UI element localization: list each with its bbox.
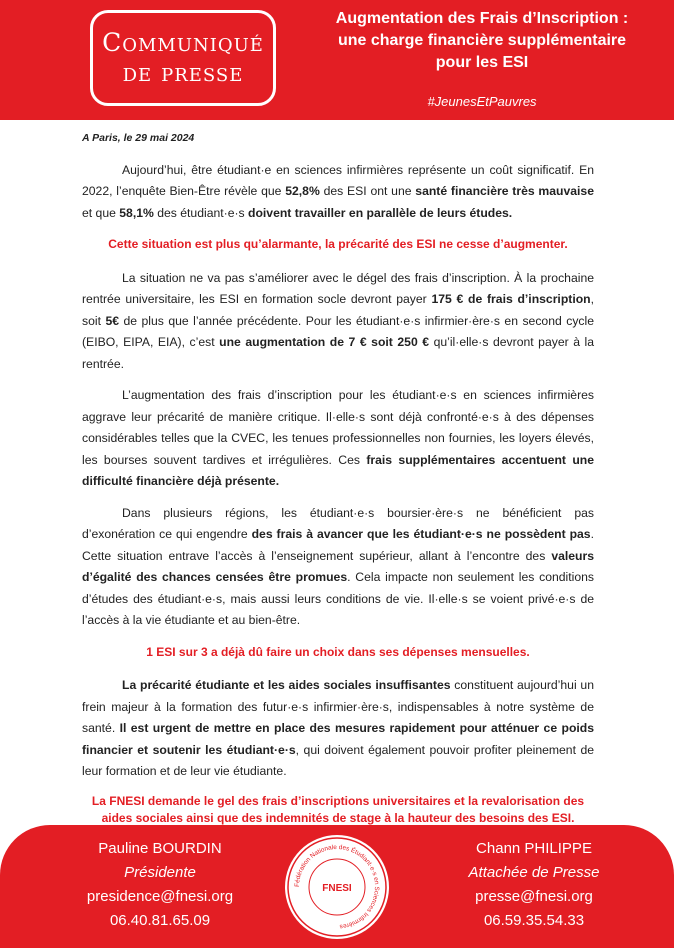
paragraph-2 [82, 268, 594, 376]
document-body [82, 124, 594, 827]
p4-bold-b: des frais à avancer que les étudiant·e·s ne possèdent pas [251, 527, 591, 541]
p1-text-c: des ESI ont une [319, 184, 416, 198]
fnesi-seal-icon [285, 835, 389, 939]
contact-name: Chann PHILIPPE [476, 840, 592, 857]
contact-email[interactable]: presidence@fnesi.org [86, 888, 234, 905]
p5-bold-c: Il est urgent de mettre en place des mesures rapidement pour atténuer ce poids financier et soutenir les étudiant·e·s [82, 721, 594, 757]
fnesi-demand: La FNESI demande le gel des frais d’inscriptions universitaires et la revalorisation des aides sociales ainsi que des indemnités de stage à la hauteur des besoins des ESI. [91, 793, 585, 825]
p2-text-e: de plus que l’année précédente. Pour les étudiant·e·s infirmier·ère·s en second cycle (EIBO, EIPA, EIA), c’est [82, 313, 594, 349]
title-line-1: Augmentation des Frais d’Inscription : [335, 10, 629, 27]
p4-bold-d: valeurs d’égalité des chances censées être promues [82, 548, 594, 584]
hashtag: #JeunesEtPauvres [427, 94, 537, 109]
paragraph-4 [82, 503, 594, 632]
p1-bold-d: santé financière très mauvaise [415, 184, 594, 198]
p2-bold-d: 5€ [105, 313, 119, 328]
p2-bold-f: une augmentation de 7 € soit 250 € [219, 335, 430, 349]
p1-stat-f: 58,1% [119, 205, 154, 220]
highlight-statement-1: Cette situation est plus qu’alarmante, la précarité des ESI ne cesse d’augmenter. [108, 237, 568, 251]
press-release-logo [90, 10, 276, 106]
p4-text-c: . Cette situation entrave l’accès à l’enseignement supérieur, allant à l’encontre des [82, 527, 594, 563]
p1-text-e: et que [82, 205, 120, 220]
p5-text-b: constituent aujourd’hui un frein majeur à la formation des futur·e·s infirmier·ère·s, indispensables à notre système de santé. [82, 678, 594, 735]
dateline: A Paris, le 29 mai 2024 [82, 132, 195, 144]
seal-center-text: FNESI [322, 883, 352, 894]
p1-stat-a: 52,8% [285, 184, 320, 198]
p1-text-a: Aujourd’hui, être étudiant·e en sciences infirmières représente un coût significatif. En 2022, l’enquête Bien-Être révèle que [82, 162, 594, 198]
page-title [290, 8, 674, 74]
p2-text-g: qu’il·elle·s devront payer à la rentrée. [82, 335, 595, 371]
p5-text-d: , qui doivent également pouvoir profiter pleinement de leur formation et de leur vie étudiante. [82, 742, 595, 778]
highlight-statement-2: 1 ESI sur 3 a déjà dû faire un choix dans ses dépenses mensuelles. [146, 644, 530, 659]
p2-text-a: La situation ne va pas s’améliorer avec le dégel des frais d’inscription. À la prochaine rentrée universitaire, les ESI en formation socle devront payer [82, 270, 594, 306]
contact-phone[interactable]: 06.40.81.65.09 [109, 912, 211, 929]
footer-contacts [0, 825, 674, 948]
header-banner [0, 0, 674, 120]
contact-email[interactable]: presse@fnesi.org [475, 888, 593, 905]
paragraph-1 [82, 160, 594, 225]
p2-text-c: , soit [82, 292, 594, 328]
contact-name: Pauline BOURDIN [98, 840, 222, 857]
contact-phone[interactable]: 06.59.35.54.33 [483, 912, 585, 929]
p1-text-g: des étudiant·e·s [153, 205, 249, 220]
title-line-3: pour les ESI [435, 54, 529, 71]
fnesi-seal-logo [285, 835, 389, 939]
p4-text-a: Dans plusieurs régions, les étudiant·e·s boursier·ère·s ne bénéficient pas d’exonération ce qui engendre [82, 505, 594, 541]
contact-role: Attachée de Presse [468, 864, 600, 881]
p1-bold-h: doivent travailler en parallèle de leurs études. [248, 205, 513, 220]
p5-bold-a: La précarité étudiante et les aides sociales insuffisantes [122, 678, 451, 692]
title-line-2: une charge financière supplémentaire [337, 32, 627, 49]
logo-line-1: Communiqué [102, 28, 264, 57]
p3-bold-b: frais supplémentaires accentuent une difficulté financière déjà présente. [82, 452, 594, 488]
paragraph-3 [82, 385, 594, 493]
logo-line-2: de presse [122, 58, 244, 87]
p2-bold-b: 175 € de frais d’inscription [431, 292, 591, 306]
contact-press-attache [424, 837, 644, 933]
contact-role: Présidente [124, 864, 196, 881]
seal-ring-text: Fédération Nationale des Étudiant·e·s en Sciences Infirmières [293, 843, 381, 930]
paragraph-5 [82, 675, 594, 783]
p3-text-a: L’augmentation des frais d’inscription pour les étudiant·e·s en sciences infirmières aggrave leur précarité de manière critique. Il·elle·s sont déjà confronté·e·s à des dépenses considérables telles que la CVEC, les tenues professionnelles non fournies, les loyers élevés, les bourses souvent tardives et irrégulières. Ces [82, 388, 594, 467]
p4-text-e: . Cela impacte non seulement les conditions d’études des étudiant·e·s, mais aussi leurs conditions de vie. Il·elle·s se voient privé·e·s de l’accès à la vie étudiante et au bien-être. [82, 570, 594, 627]
contact-president [50, 837, 270, 933]
